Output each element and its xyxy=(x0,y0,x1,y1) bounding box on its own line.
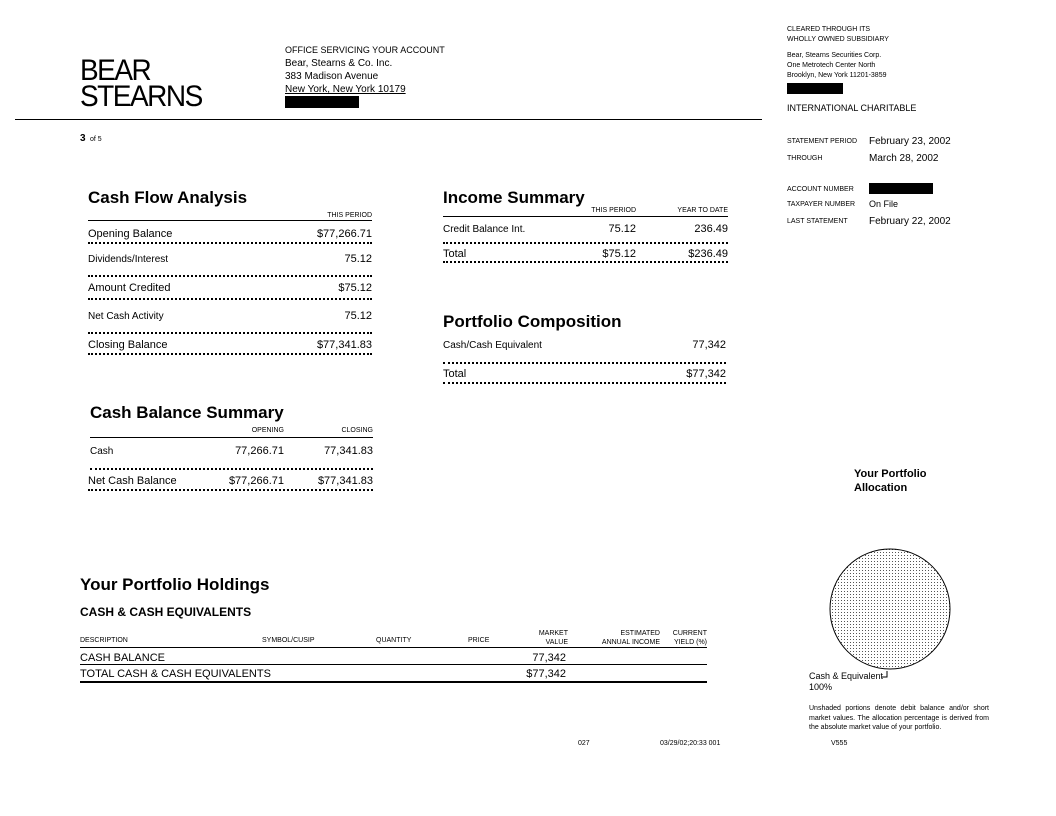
income-row-label: Credit Balance Int. xyxy=(443,224,526,235)
portfolio-composition-title: Portfolio Composition xyxy=(443,312,622,331)
allocation-note: Unshaded portions denote debit balance and/or short market values. The allocation percentage is derived from the absolute market value of your portfolio. xyxy=(809,705,989,731)
dotted-rule xyxy=(90,468,373,470)
office-block xyxy=(285,44,445,110)
holdings-header-rule xyxy=(80,647,707,648)
clearing-block xyxy=(787,25,916,113)
cash-flow-label: Net Cash Activity xyxy=(88,311,164,322)
income-row-period: 75.12 xyxy=(608,223,636,235)
holdings-row-rule xyxy=(80,664,707,665)
clearing-city: Brooklyn, New York 11201-3859 xyxy=(787,72,887,79)
dotted-rule xyxy=(88,275,372,277)
holding-description: CASH BALANCE xyxy=(80,652,165,664)
cash-flow-value: 75.12 xyxy=(344,253,372,265)
page-number: 3 xyxy=(80,133,86,144)
header-rule xyxy=(15,119,762,120)
col-market-value-line1: MARKET xyxy=(538,630,568,637)
cash-flow-value: $75.12 xyxy=(338,282,372,294)
footer-code: 027 xyxy=(578,740,590,747)
office-heading: OFFICE SERVICING YOUR ACCOUNT xyxy=(285,45,445,55)
income-total-ytd: $236.49 xyxy=(688,248,728,260)
page-of: of 5 xyxy=(90,136,102,143)
bear-stearns-logo xyxy=(80,53,202,113)
income-rule xyxy=(443,216,728,217)
clearing-line-2: WHOLLY OWNED SUBSIDIARY xyxy=(787,36,889,43)
income-total-label: Total xyxy=(443,248,467,260)
allocation-percent: 100% xyxy=(809,682,833,692)
cash-balance-title: Cash Balance Summary xyxy=(90,403,284,422)
office-name: Bear, Stearns & Co. Inc. xyxy=(285,58,393,69)
cash-flow-rule xyxy=(88,220,372,221)
income-summary-title: Income Summary xyxy=(443,188,585,207)
holdings-total-value: $77,342 xyxy=(526,668,566,680)
page-indicator xyxy=(80,128,102,146)
footer-timestamp: 03/29/02;20:33 001 xyxy=(660,740,721,747)
net-cash-balance-closing: $77,341.83 xyxy=(317,475,373,487)
cash-flow-label: Amount Credited xyxy=(88,282,171,294)
dotted-rule xyxy=(443,242,728,244)
allocation-title xyxy=(854,467,927,495)
cash-balance-rule xyxy=(90,437,373,438)
account-name: INTERNATIONAL CHARITABLE xyxy=(787,103,917,113)
cash-flow-label: Opening Balance xyxy=(88,228,173,240)
composition-row-value: 77,342 xyxy=(692,339,726,351)
cash-balance-opening: 77,266.71 xyxy=(235,445,284,457)
cash-flow-label: Closing Balance xyxy=(88,339,168,351)
col-estimated-income-line2: ANNUAL INCOME xyxy=(601,639,660,646)
composition-total-label: Total xyxy=(443,368,467,380)
office-city: New York, New York 10179 xyxy=(285,84,406,95)
allocation-legend xyxy=(809,671,883,693)
office-street: 383 Madison Avenue xyxy=(285,71,379,82)
col-current-yield xyxy=(660,629,707,647)
allocation-pie-chart xyxy=(826,546,956,686)
composition-row-label: Cash/Cash Equivalent xyxy=(443,340,542,351)
cash-flow-value: $77,341.83 xyxy=(316,339,372,351)
col-price: PRICE xyxy=(468,637,490,644)
col-description: DESCRIPTION xyxy=(80,637,128,644)
allocation-title-line1: Your Portfolio xyxy=(854,468,927,480)
last-statement-label: LAST STATEMENT xyxy=(787,218,848,225)
allocation-label: Cash & Equivalent xyxy=(809,671,884,681)
clearing-line-1: CLEARED THROUGH ITS xyxy=(787,26,871,33)
dotted-rule xyxy=(443,362,726,364)
statement-period-value: February 23, 2002 xyxy=(869,136,951,147)
allocation-title-line2: Allocation xyxy=(854,482,908,494)
redaction-bar xyxy=(787,83,843,94)
portfolio-holdings-title: Your Portfolio Holdings xyxy=(80,575,270,594)
net-cash-balance-label: Net Cash Balance xyxy=(88,475,177,487)
col-quantity: QUANTITY xyxy=(376,637,412,644)
dotted-rule xyxy=(443,382,726,384)
holding-market-value: 77,342 xyxy=(532,652,566,664)
holdings-total-description: TOTAL CASH & CASH EQUIVALENTS xyxy=(80,668,271,680)
cash-flow-value: 75.12 xyxy=(344,310,372,322)
dotted-rule xyxy=(88,489,373,491)
col-market-value xyxy=(518,629,568,647)
dotted-rule xyxy=(88,242,372,244)
composition-total-value: $77,342 xyxy=(686,368,726,380)
holdings-total-rule xyxy=(80,681,707,683)
last-statement-value: February 22, 2002 xyxy=(869,216,951,227)
redaction-bar xyxy=(285,96,359,108)
cash-balance-closing: 77,341.83 xyxy=(324,445,373,457)
income-col-ytd: YEAR TO DATE xyxy=(677,207,728,214)
cash-flow-label: Dividends/Interest xyxy=(88,254,169,265)
cash-balance-label: Cash xyxy=(90,446,114,457)
footer-version: V555 xyxy=(831,740,848,747)
income-row-ytd: 236.49 xyxy=(694,223,728,235)
income-col-this-period: THIS PERIOD xyxy=(591,207,636,214)
logo-line-1: BEAR xyxy=(80,53,151,87)
account-number-redaction xyxy=(869,183,933,194)
col-current-yield-line2: YIELD (%) xyxy=(673,639,707,646)
col-estimated-income-line1: ESTIMATED xyxy=(620,630,660,637)
dotted-rule xyxy=(88,298,372,300)
dotted-rule xyxy=(88,353,372,355)
account-number-label: ACCOUNT NUMBER xyxy=(787,186,854,193)
cash-flow-col-header: THIS PERIOD xyxy=(327,212,372,219)
col-symbol: SYMBOL/CUSIP xyxy=(262,637,315,644)
net-cash-balance-opening: $77,266.71 xyxy=(228,475,284,487)
col-market-value-line2: VALUE xyxy=(545,639,568,646)
col-estimated-income xyxy=(590,629,660,647)
col-current-yield-line1: CURRENT xyxy=(672,630,707,637)
pie-slice-cash-equivalent xyxy=(830,549,950,669)
through-label: THROUGH xyxy=(787,155,823,162)
clearing-corp: Bear, Stearns Securities Corp. xyxy=(787,52,882,59)
statement-period-label: STATEMENT PERIOD xyxy=(787,138,858,145)
cash-flow-title: Cash Flow Analysis xyxy=(88,188,248,207)
income-total-period: $75.12 xyxy=(602,248,636,260)
dotted-rule xyxy=(443,261,728,263)
logo-line-2: STEARNS xyxy=(80,79,202,113)
cash-flow-value: $77,266.71 xyxy=(316,228,372,240)
holdings-subtitle: CASH & CASH EQUIVALENTS xyxy=(80,605,252,619)
taxpayer-label: TAXPAYER NUMBER xyxy=(787,201,856,208)
clearing-street: One Metrotech Center North xyxy=(787,62,876,69)
through-value: March 28, 2002 xyxy=(869,153,939,164)
cash-balance-col-closing: CLOSING xyxy=(341,427,373,434)
taxpayer-value: On File xyxy=(869,199,899,209)
cash-balance-col-opening: OPENING xyxy=(251,427,284,434)
dotted-rule xyxy=(88,332,372,334)
